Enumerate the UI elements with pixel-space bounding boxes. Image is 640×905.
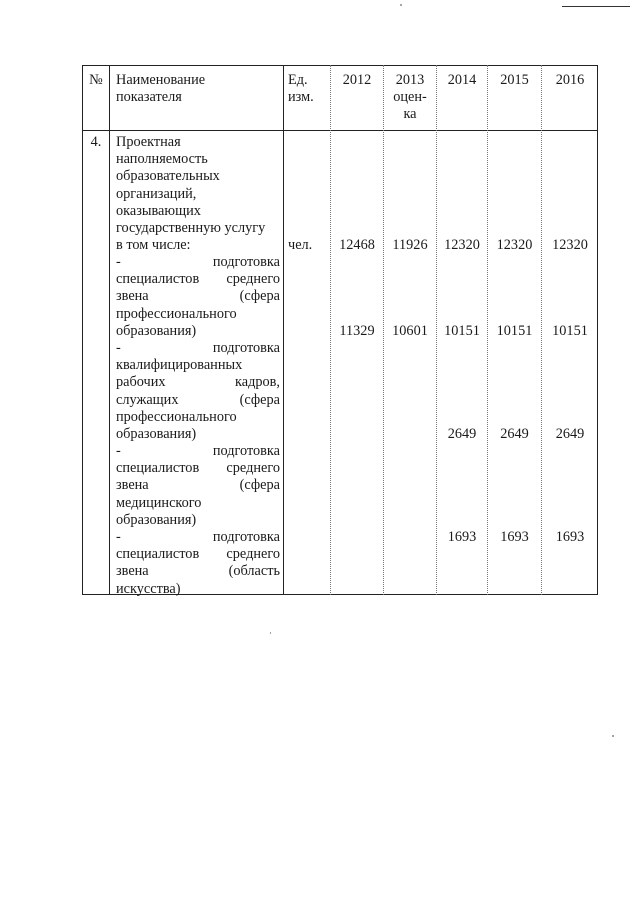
- description-line: звена (область: [116, 563, 280, 580]
- value-2014: 2649: [447, 426, 477, 442]
- description-line: образования): [116, 511, 197, 528]
- value-2014: 12320: [444, 237, 480, 253]
- value-2015: 2649: [500, 426, 529, 442]
- header-unit: [288, 72, 314, 106]
- scan-artifact-line: [562, 6, 630, 7]
- value-2016: 2649: [555, 426, 585, 442]
- column-divider: [283, 65, 284, 595]
- header-unit-line: изм.: [288, 89, 314, 106]
- scan-speck: [270, 632, 271, 634]
- value-2015: 10151: [496, 323, 533, 339]
- description-line: служащих (сфера: [116, 391, 280, 408]
- description-line: профессионального: [116, 305, 237, 322]
- header-name-line: показателя: [116, 89, 182, 106]
- value-2015: 1693: [500, 529, 529, 545]
- description-line: - подготовка: [116, 340, 280, 356]
- description-line: образования): [116, 322, 197, 339]
- description-line: организаций,: [116, 185, 197, 202]
- header-2012: 2012: [342, 72, 372, 88]
- value-2015: 12320: [496, 237, 533, 253]
- row-number: 4.: [90, 134, 102, 150]
- description-line: медицинского: [116, 494, 202, 511]
- value-2016: 12320: [552, 237, 588, 253]
- description-line: оказывающих: [116, 202, 201, 219]
- description-line: специалистов среднего: [116, 460, 280, 477]
- description-line: искусства): [116, 580, 181, 597]
- description-line: образовательных: [116, 168, 220, 185]
- description-line: государственную услугу: [116, 220, 266, 237]
- value-2016: 1693: [555, 529, 585, 545]
- description-line: образования): [116, 426, 197, 443]
- value-2016: 10151: [552, 323, 588, 339]
- value-2013: 10601: [392, 323, 428, 339]
- description-line: - подготовка: [116, 443, 280, 459]
- subitem-description: [116, 443, 280, 529]
- description-line: звена (сфера: [116, 477, 280, 494]
- header-2015: 2015: [500, 72, 529, 88]
- header-2016: 2016: [555, 72, 585, 88]
- header-2013-line: 2013: [395, 72, 425, 88]
- value-2014: 1693: [447, 529, 477, 545]
- header-no: №: [89, 72, 103, 88]
- subitem-description: [116, 529, 280, 598]
- description-line: звена (сфера: [116, 288, 280, 305]
- description-line: наполняемость: [116, 151, 208, 168]
- description-line: - подготовка: [116, 254, 280, 270]
- value-2012: 11329: [339, 323, 375, 339]
- header-separator: [82, 130, 598, 131]
- description-line: Проектная: [116, 134, 181, 150]
- indicator-description: [116, 134, 280, 254]
- value-2012: 12468: [339, 237, 375, 253]
- value-2014: 10151: [444, 323, 480, 339]
- description-line: рабочих кадров,: [116, 374, 280, 391]
- header-2013: [384, 72, 436, 124]
- header-name: [116, 72, 205, 106]
- scan-speck: [612, 735, 614, 737]
- description-line: специалистов среднего: [116, 546, 280, 563]
- description-line: специалистов среднего: [116, 271, 280, 288]
- scan-speck: [400, 4, 402, 6]
- description-line: - подготовка: [116, 529, 280, 545]
- subitem-description: [116, 254, 280, 340]
- header-2014: 2014: [447, 72, 477, 88]
- description-line: квалифицированных: [116, 357, 243, 374]
- header-2013-line: оцен-: [393, 89, 427, 106]
- header-2013-line: ка: [403, 106, 417, 123]
- value-2013: 11926: [392, 237, 428, 253]
- description-line: профессионального: [116, 408, 237, 425]
- header-name-line: Наименование: [116, 72, 206, 88]
- description-line: в том числе:: [116, 237, 191, 254]
- header-unit-line: Ед.: [288, 72, 308, 88]
- unit-value: чел.: [288, 237, 313, 253]
- subitem-description: [116, 340, 280, 443]
